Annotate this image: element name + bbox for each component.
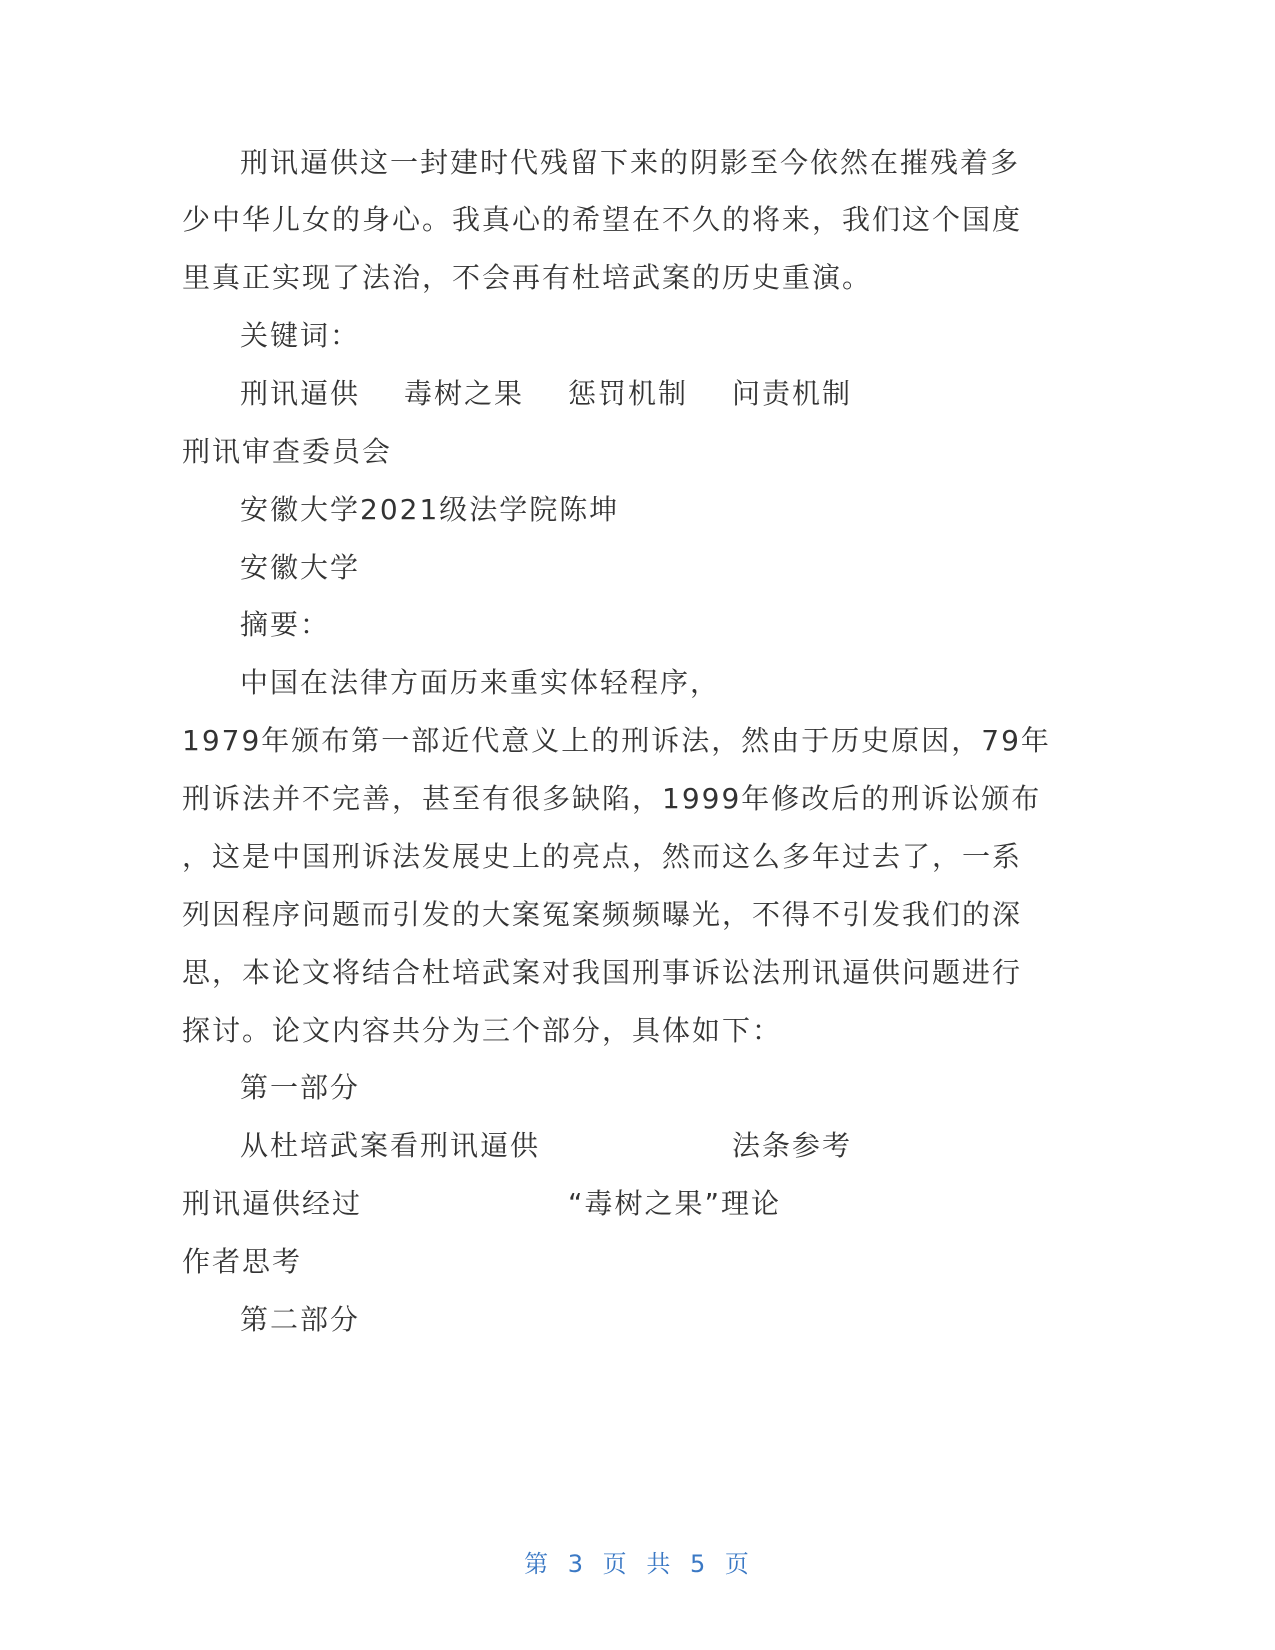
author-affiliation: 安徽大学 [240,551,361,584]
page-footer [0,1544,1275,1579]
outline-item-2: 法条参考 [732,1129,853,1162]
footer-prefix: 第 [524,1550,551,1578]
abstract-line-6: 思，本论文将结合杜培武案对我国刑事诉讼法刑讯逼供问题进行 [182,956,1023,989]
footer-total-label: 共 [646,1550,673,1578]
outline-item-4: “毒树之果”理论 [568,1187,782,1220]
abstract-line-3: 刑诉法并不完善，甚至有很多缺陷，1999年修改后的刑诉讼颁布 [182,782,1042,815]
abstract-heading: 摘要： [240,608,331,641]
outline-part-2: 第二部分 [240,1303,361,1336]
abstract-line-2: 1979年颁布第一部近代意义上的刑诉法，然由于历史原因，79年 [182,724,1051,757]
author-line: 安徽大学2021级法学院陈坤 [240,493,620,526]
outline-item-3: 刑讯逼供经过 [182,1187,363,1220]
footer-suffix: 页 [724,1550,751,1578]
keywords-heading: 关键词： [240,319,361,352]
footer-page-number: 3 [567,1550,586,1578]
intro-line-3: 里真正实现了法治，不会再有杜培武案的历史重演。 [182,261,873,294]
footer-page-label: 页 [602,1550,629,1578]
abstract-line-7: 探讨。论文内容共分为三个部分，具体如下： [182,1014,783,1047]
keyword-item-4: 问责机制 [732,377,853,410]
outline-part-1: 第一部分 [240,1071,361,1104]
abstract-line-5: 列因程序问题而引发的大案冤案频频曝光，不得不引发我们的深 [182,898,1023,931]
keyword-item-3: 惩罚机制 [568,377,689,410]
intro-line-1: 刑讯逼供这一封建时代残留下来的阴影至今依然在摧残着多 [240,146,1021,179]
outline-item-1: 从杜培武案看刑讯逼供 [240,1129,541,1162]
abstract-line-4: ，这是中国刑诉法发展史上的亮点，然而这么多年过去了，一系 [182,840,1023,873]
keyword-item-1: 刑讯逼供 [240,377,361,410]
keyword-item-2: 毒树之果 [404,377,525,410]
outline-item-5: 作者思考 [182,1245,303,1278]
keyword-item-5: 刑讯审查委员会 [182,435,393,468]
footer-total-pages: 5 [689,1550,708,1578]
intro-line-2: 少中华儿女的身心。我真心的希望在不久的将来，我们这个国度 [182,203,1023,236]
abstract-line-1: 中国在法律方面历来重实体轻程序， [240,666,721,699]
